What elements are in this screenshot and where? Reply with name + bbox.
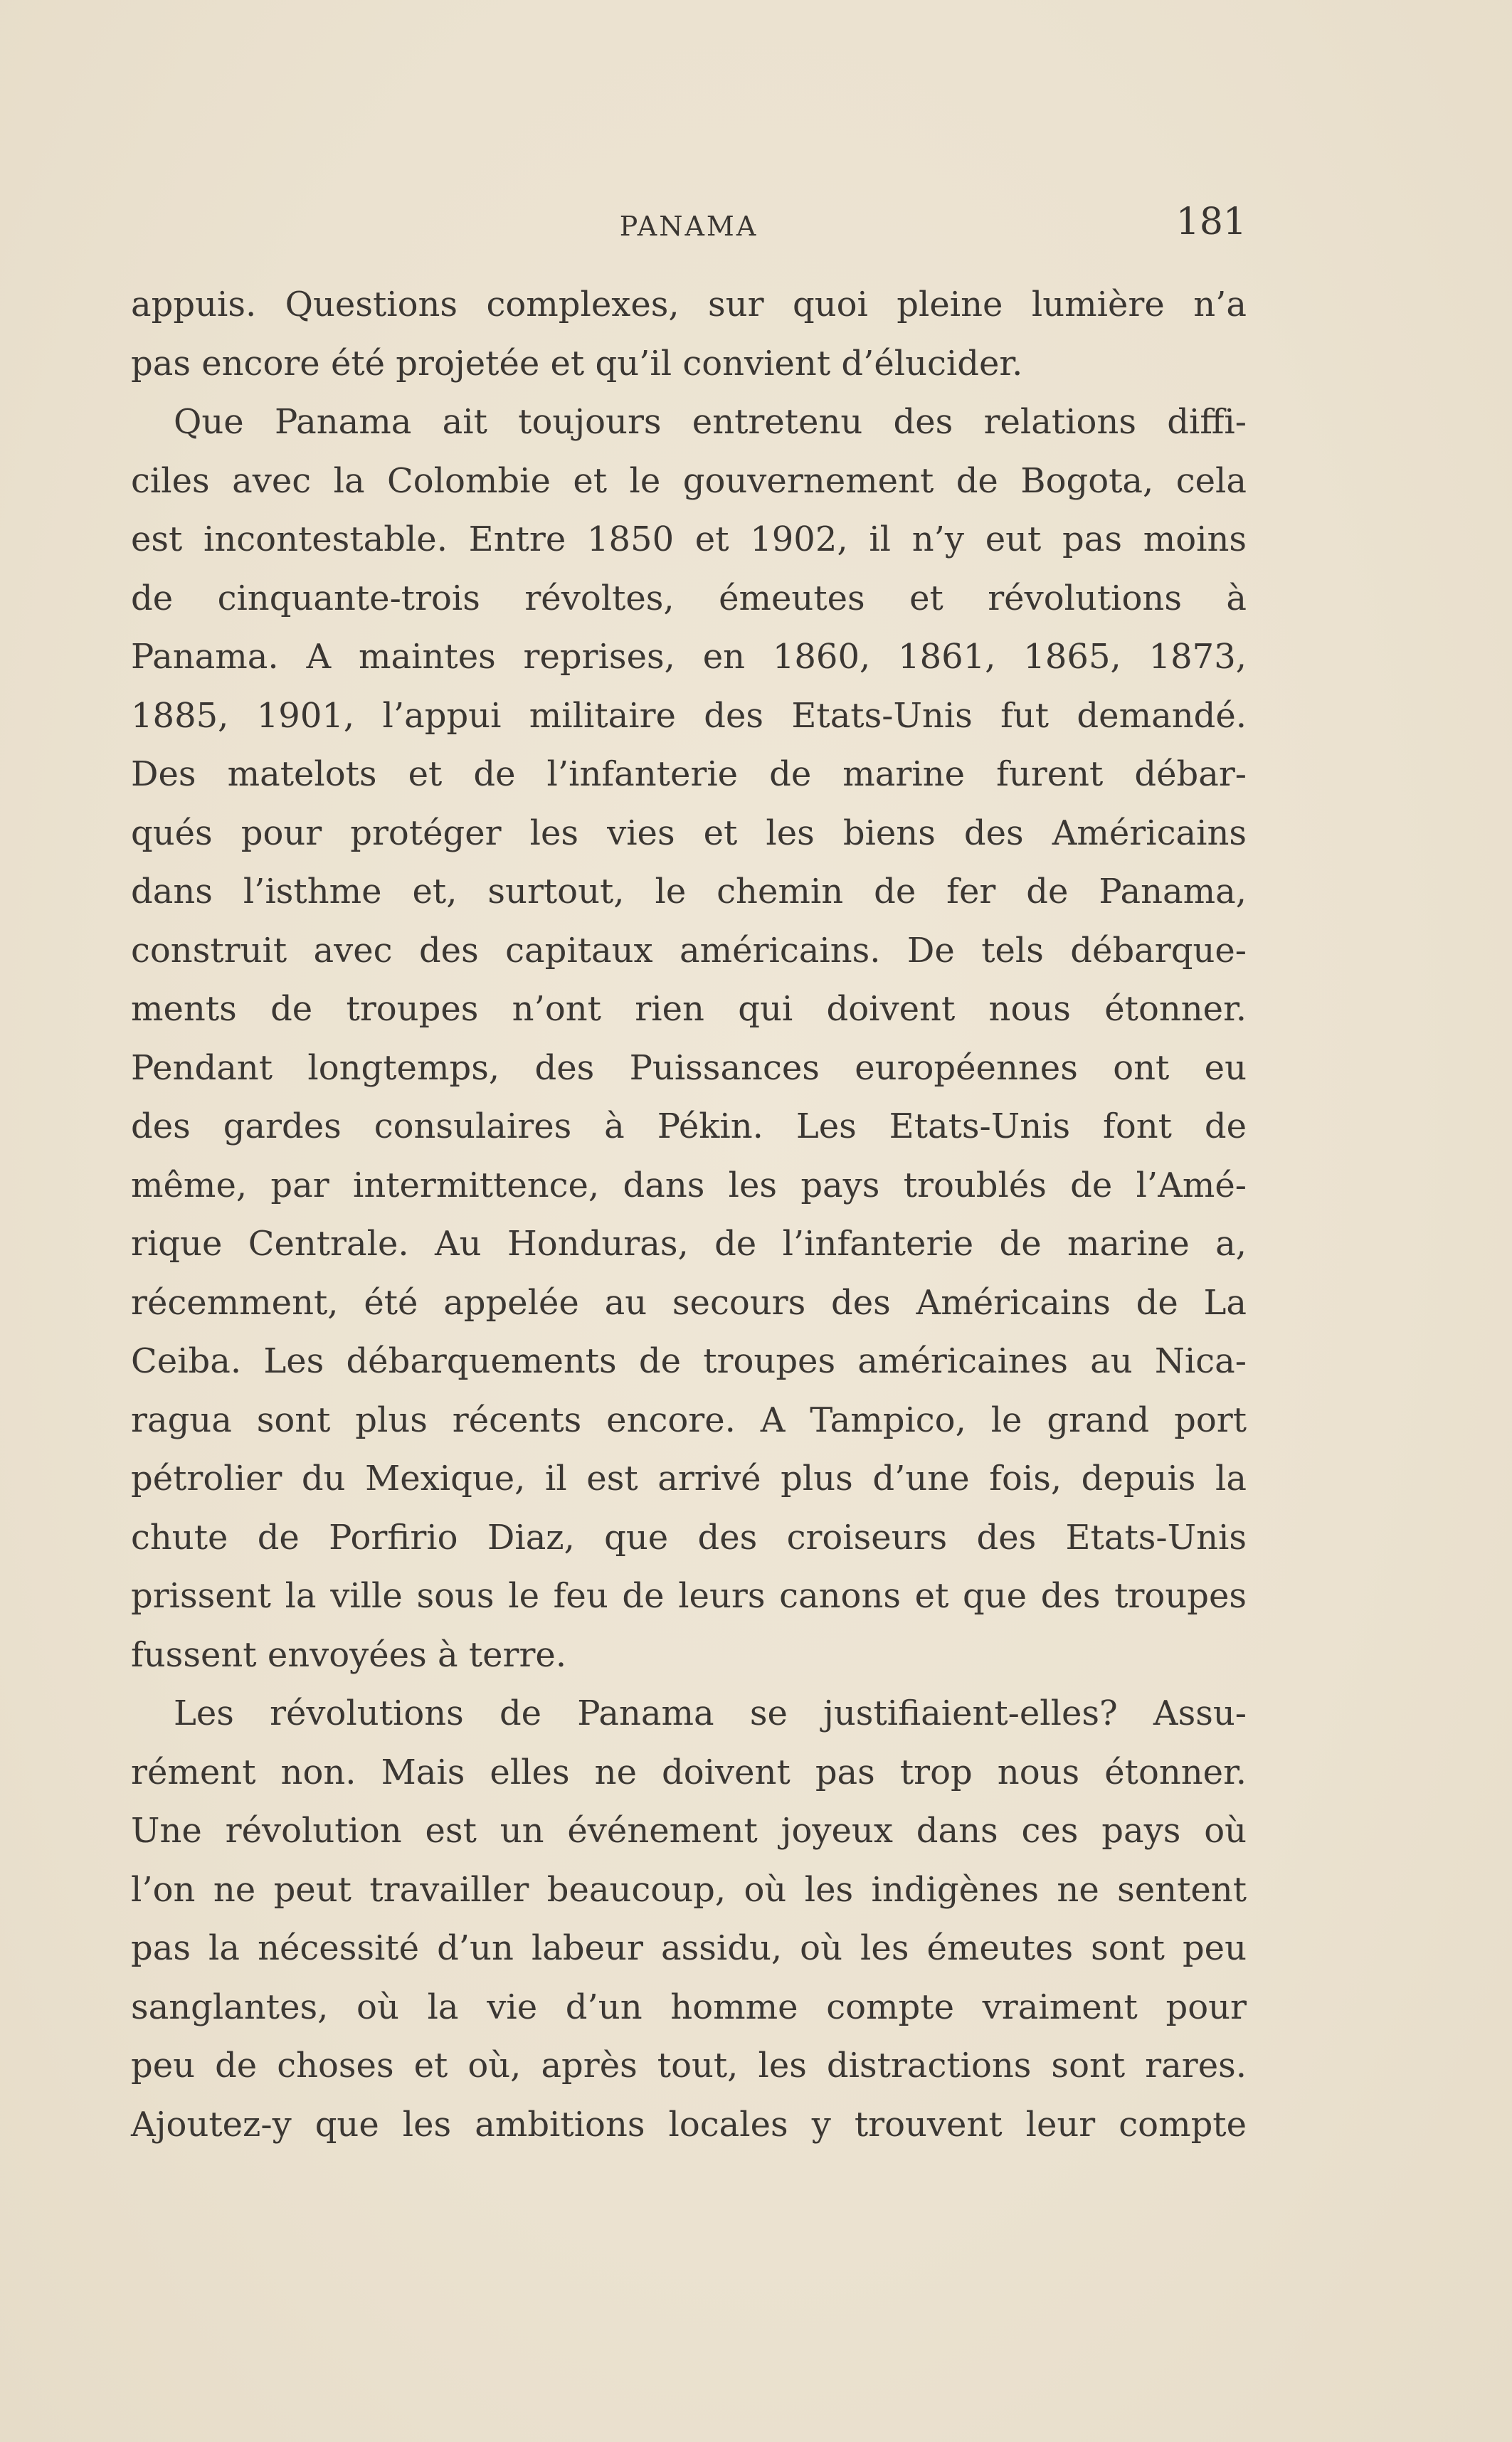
text-line: Une révolution est un événement joyeux dans ces pays où xyxy=(131,1811,1247,1851)
text-line: rique Centrale. Au Honduras, de l’infanterie de marine a, xyxy=(131,1224,1247,1264)
page-header xyxy=(131,201,1247,243)
text-line: l’on ne peut travailler beaucoup, où les indigènes ne sentent xyxy=(131,1869,1247,1910)
text-line: qués pour protéger les vies et les biens des Américains xyxy=(131,813,1247,853)
body-text xyxy=(131,275,1247,2154)
text-line: de cinquante-trois révoltes, émeutes et révolutions à xyxy=(131,578,1247,618)
text-line: appuis. Questions complexes, sur quoi pleine lumière n’a xyxy=(131,285,1247,324)
text-line: des gardes consulaires à Pékin. Les Etats-Unis font de xyxy=(131,1106,1247,1146)
text-line: est incontestable. Entre 1850 et 1902, il n’y eut pas moins xyxy=(131,519,1247,559)
text-line: fussent envoyées à terre. xyxy=(131,1634,567,1675)
text-line: ments de troupes n’ont rien qui doivent nous étonner. xyxy=(131,989,1247,1029)
text-line: construit avec des capitaux américains. De tels débarque- xyxy=(131,930,1247,971)
text-line: ragua sont plus récents encore. A Tampico, le grand port xyxy=(131,1400,1247,1440)
text-line: sanglantes, où la vie d’un homme compte vraiment pour xyxy=(131,1987,1247,2027)
text-line: dans l’isthme et, surtout, le chemin de fer de Panama, xyxy=(131,872,1247,911)
text-line: ciles avec la Colombie et le gouvernement de Bogota, cela xyxy=(131,460,1247,501)
text-line: peu de choses et où, après tout, les distractions sont rares. xyxy=(131,2046,1247,2086)
page-number: 181 xyxy=(1175,201,1247,243)
text-line: Ceiba. Les débarquements de troupes américaines au Nica- xyxy=(131,1341,1247,1381)
text-line: chute de Porfirio Diaz, que des croiseurs des Etats-Unis xyxy=(131,1517,1247,1558)
text-line: Des matelots et de l’infanterie de marine furent débar- xyxy=(131,754,1247,794)
text-line: pétrolier du Mexique, il est arrivé plus d’une fois, depuis la xyxy=(131,1459,1247,1498)
text-line: même, par intermittence, dans les pays troublés de l’Amé- xyxy=(131,1165,1247,1205)
text-line: Panama. A maintes reprises, en 1860, 1861, 1865, 1873, xyxy=(131,637,1247,677)
text-line: 1885, 1901, l’appui militaire des Etats-Unis fut demandé. xyxy=(131,695,1247,736)
text-line: pas encore été projetée et qu’il convient d’élucider. xyxy=(131,343,1023,384)
text-line: pas la nécessité d’un labeur assidu, où les émeutes sont peu xyxy=(131,1928,1247,1968)
text-line: Pendant longtemps, des Puissances européennes ont eu xyxy=(131,1047,1247,1088)
text-line: récemment, été appelée au secours des Américains de La xyxy=(131,1282,1247,1323)
text-line: rément non. Mais elles ne doivent pas trop nous étonner. xyxy=(131,1752,1247,1792)
text-line: Ajoutez-y que les ambitions locales y trouvent leur compte xyxy=(131,2104,1247,2145)
text-line: Que Panama ait toujours entretenu des relations diffi- xyxy=(174,402,1247,442)
running-title: PANAMA xyxy=(619,211,758,242)
text-line: Les révolutions de Panama se justifiaient-elles? Assu- xyxy=(174,1693,1247,1733)
text-line: prissent la ville sous le feu de leurs canons et que des troupes xyxy=(131,1576,1247,1616)
